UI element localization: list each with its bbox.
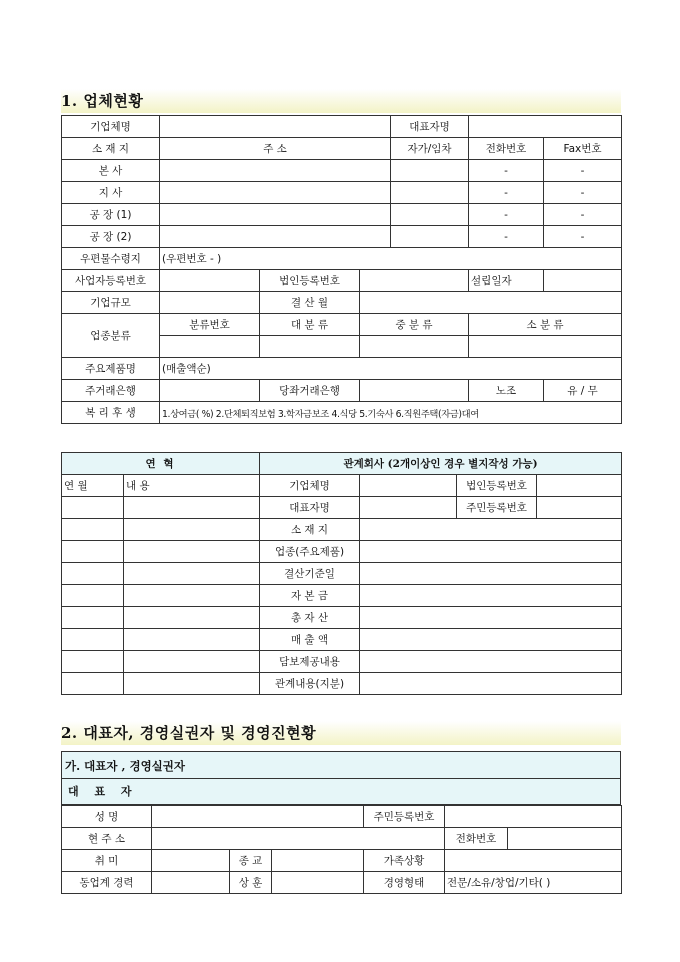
ceo-award-label: 상 훈 <box>230 872 272 894</box>
affiliate-sales-field[interactable] <box>360 629 622 651</box>
phone-field[interactable]: - <box>469 182 544 204</box>
affiliate-corp-reg-field[interactable] <box>537 475 622 497</box>
ceo-phone-field[interactable] <box>508 828 622 850</box>
history-date-field[interactable] <box>62 607 124 629</box>
fax-field[interactable]: - <box>544 182 622 204</box>
ownership-header: 자가/임차 <box>391 138 469 160</box>
location-header: 소 재 지 <box>62 138 160 160</box>
ownership-field[interactable] <box>391 182 469 204</box>
history-date-label: 연 월 <box>62 475 124 497</box>
history-content-field[interactable] <box>124 585 260 607</box>
affiliate-relation-label: 관계내용(지분) <box>260 673 360 695</box>
biz-reg-field[interactable] <box>160 270 260 292</box>
ownership-field[interactable] <box>391 204 469 226</box>
ceo-name-label: 대표자명 <box>391 116 469 138</box>
mail-address-label: 우편물수령지 <box>62 248 160 270</box>
history-content-field[interactable] <box>124 563 260 585</box>
products-field[interactable]: (매출액순) <box>160 358 622 380</box>
fax-field[interactable]: - <box>544 204 622 226</box>
ceo-career-field[interactable] <box>152 872 230 894</box>
ownership-field[interactable] <box>391 160 469 182</box>
location-branch: 지 사 <box>62 182 160 204</box>
affiliate-resident-reg-label: 주민등록번호 <box>457 497 537 519</box>
phone-header: 전화번호 <box>469 138 544 160</box>
affiliate-capital-label: 자 본 금 <box>260 585 360 607</box>
history-content-field[interactable] <box>124 497 260 519</box>
fax-header: Fax번호 <box>544 138 622 160</box>
ceo-hobby-field[interactable] <box>152 850 230 872</box>
phone-field[interactable]: - <box>469 226 544 248</box>
subsection-a-title: 가. 대표자 , 경영실권자 <box>61 751 621 779</box>
affiliate-name-label: 기업체명 <box>260 475 360 497</box>
location-factory-1: 공 장 (1) <box>62 204 160 226</box>
section1-title: 1. 업체현황 <box>61 89 621 113</box>
company-name-label: 기업체명 <box>62 116 160 138</box>
ceo-resident-reg-label: 주민등록번호 <box>364 806 445 828</box>
welfare-field[interactable]: 1.상여금( %) 2.단체퇴직보험 3.학자금보조 4.식당 5.기숙사 6.직원주택(자금)대여 <box>160 402 622 424</box>
affiliate-collateral-label: 담보제공내용 <box>260 651 360 673</box>
history-content-field[interactable] <box>124 651 260 673</box>
history-date-field[interactable] <box>62 651 124 673</box>
products-label: 주요제품명 <box>62 358 160 380</box>
history-content-field[interactable] <box>124 673 260 695</box>
minor-class-field[interactable] <box>469 336 622 358</box>
affiliate-location-field[interactable] <box>360 519 622 541</box>
settlement-month-label: 결 산 월 <box>260 292 360 314</box>
ceo-family-label: 가족상황 <box>364 850 445 872</box>
ceo-name-label: 성 명 <box>62 806 152 828</box>
affiliate-capital-field[interactable] <box>360 585 622 607</box>
fax-field[interactable]: - <box>544 226 622 248</box>
ownership-field[interactable] <box>391 226 469 248</box>
history-date-field[interactable] <box>62 519 124 541</box>
affiliate-settlement-field[interactable] <box>360 563 622 585</box>
history-date-field[interactable] <box>62 541 124 563</box>
affiliate-resident-reg-field[interactable] <box>537 497 622 519</box>
ceo-mgmt-type-field[interactable]: 전문/소유/창업/기타( ) <box>445 872 622 894</box>
company-size-label: 기업규모 <box>62 292 160 314</box>
ceo-header: 대 표 자 <box>61 779 621 805</box>
welfare-label: 복 리 후 생 <box>62 402 160 424</box>
ceo-address-field[interactable] <box>152 828 445 850</box>
affiliate-industry-field[interactable] <box>360 541 622 563</box>
history-content-field[interactable] <box>124 541 260 563</box>
address-header: 주 소 <box>160 138 391 160</box>
ceo-address-label: 현 주 소 <box>62 828 152 850</box>
mail-address-field[interactable]: (우편번호 - ) <box>160 248 622 270</box>
history-content-label: 내 용 <box>124 475 260 497</box>
minor-class-label: 소 분 류 <box>469 314 622 336</box>
corp-reg-field[interactable] <box>360 270 469 292</box>
class-code-field[interactable] <box>160 336 260 358</box>
affiliate-assets-label: 총 자 산 <box>260 607 360 629</box>
history-affiliates-table <box>61 452 622 695</box>
history-date-field[interactable] <box>62 629 124 651</box>
address-field[interactable] <box>160 204 391 226</box>
main-bank-field[interactable] <box>160 380 260 402</box>
affiliate-assets-field[interactable] <box>360 607 622 629</box>
affiliate-name-field[interactable] <box>360 475 457 497</box>
history-content-field[interactable] <box>124 607 260 629</box>
address-field[interactable] <box>160 160 391 182</box>
biz-reg-label: 사업자등록번호 <box>62 270 160 292</box>
address-field[interactable] <box>160 226 391 248</box>
ceo-phone-label: 전화번호 <box>445 828 508 850</box>
location-factory-2: 공 장 (2) <box>62 226 160 248</box>
history-content-field[interactable] <box>124 519 260 541</box>
ceo-religion-label: 종 교 <box>230 850 272 872</box>
checking-bank-field[interactable] <box>360 380 469 402</box>
history-content-field[interactable] <box>124 629 260 651</box>
affiliate-ceo-label: 대표자명 <box>260 497 360 519</box>
ceo-name-field[interactable] <box>152 806 364 828</box>
major-class-field[interactable] <box>260 336 360 358</box>
location-head-office: 본 사 <box>62 160 160 182</box>
class-code-label: 분류번호 <box>160 314 260 336</box>
company-name-field[interactable] <box>160 116 391 138</box>
est-date-field[interactable] <box>544 270 622 292</box>
ceo-mgmt-type-label: 경영형태 <box>364 872 445 894</box>
affiliate-relation-field[interactable] <box>360 673 622 695</box>
industry-label: 업종분류 <box>62 314 160 358</box>
union-field[interactable]: 유 / 무 <box>544 380 622 402</box>
main-bank-label: 주거래은행 <box>62 380 160 402</box>
union-label: 노조 <box>469 380 544 402</box>
affiliate-ceo-field[interactable] <box>360 497 457 519</box>
ceo-hobby-label: 취 미 <box>62 850 152 872</box>
settlement-month-field[interactable] <box>360 292 622 314</box>
section2-title: 2. 대표자, 경영실권자 및 경영진현황 <box>61 721 621 745</box>
history-date-field[interactable] <box>62 497 124 519</box>
ceo-career-label: 동업계 경력 <box>62 872 152 894</box>
affiliate-sales-label: 매 출 액 <box>260 629 360 651</box>
history-date-field[interactable] <box>62 563 124 585</box>
history-date-field[interactable] <box>62 673 124 695</box>
fax-field[interactable]: - <box>544 160 622 182</box>
ceo-info-table <box>61 805 622 894</box>
est-date-label: 설립일자 <box>469 270 544 292</box>
ceo-resident-reg-field[interactable] <box>445 806 622 828</box>
affiliate-settlement-label: 결산기준일 <box>260 563 360 585</box>
ceo-name-field[interactable] <box>469 116 622 138</box>
company-status-table <box>61 115 622 424</box>
history-date-field[interactable] <box>62 585 124 607</box>
affiliate-collateral-field[interactable] <box>360 651 622 673</box>
ceo-religion-field[interactable] <box>272 850 364 872</box>
affiliates-title: 관계회사 (2개이상인 경우 별지작성 가능) <box>260 453 622 475</box>
phone-field[interactable]: - <box>469 204 544 226</box>
address-field[interactable] <box>160 182 391 204</box>
middle-class-label: 중 분 류 <box>360 314 469 336</box>
middle-class-field[interactable] <box>360 336 469 358</box>
ceo-family-field[interactable] <box>445 850 622 872</box>
affiliate-industry-label: 업종(주요제품) <box>260 541 360 563</box>
corp-reg-label: 법인등록번호 <box>260 270 360 292</box>
phone-field[interactable]: - <box>469 160 544 182</box>
history-title: 연 혁 <box>62 453 260 475</box>
company-size-field[interactable] <box>160 292 260 314</box>
ceo-award-field[interactable] <box>272 872 364 894</box>
affiliate-location-label: 소 재 지 <box>260 519 360 541</box>
affiliate-corp-reg-label: 법인등록번호 <box>457 475 537 497</box>
major-class-label: 대 분 류 <box>260 314 360 336</box>
checking-bank-label: 당좌거래은행 <box>260 380 360 402</box>
